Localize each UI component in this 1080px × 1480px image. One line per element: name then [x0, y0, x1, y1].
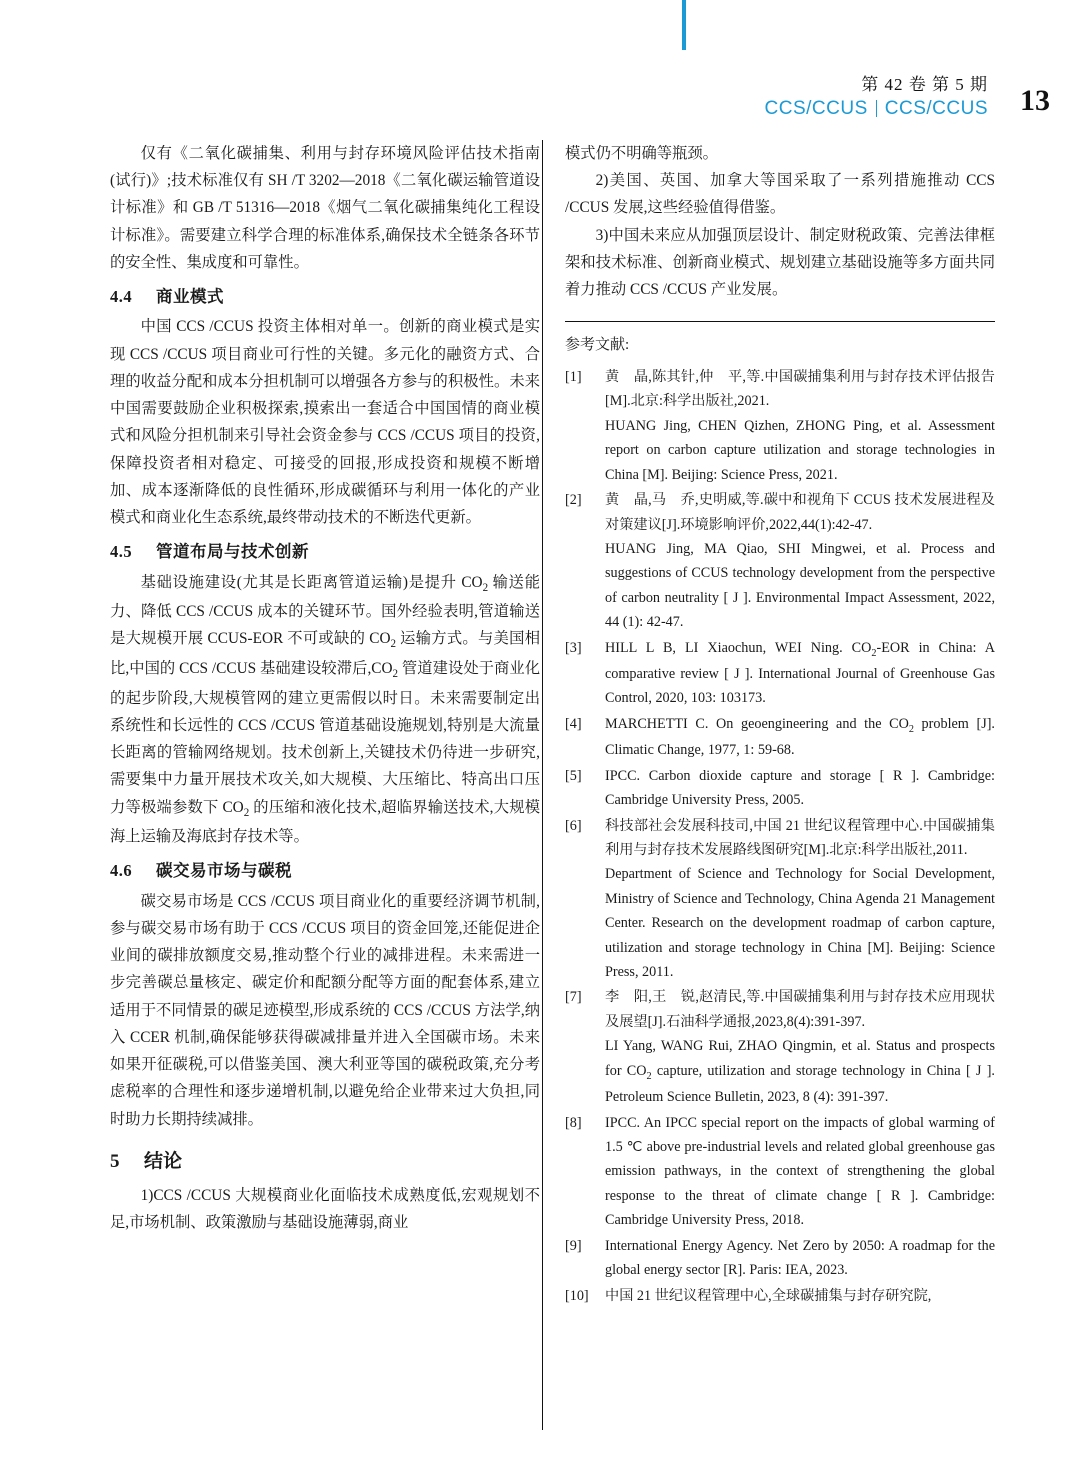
- reference-text-en: HILL L B, LI Xiaochun, WEI Ning. $CO_2$-EOR in China: A comparative review [ J ]. International Journal of Greenhouse Gas Control, 2020, 103: 103173.: [605, 639, 995, 707]
- reference-text-en: International Energy Agency. Net Zero by 2050: A roadmap for the global energy sector [R]. Paris: IEA, 2023.: [605, 1237, 995, 1279]
- section-number: 4.4: [110, 287, 133, 307]
- left-column: [110, 140, 540, 1236]
- paragraph: 仅有《二氧化碳捕集、利用与封存环境风险评估技术指南(试行)》;技术标准仅有 SH /T 3202—2018《二氧化碳运输管道设计标准》和 GB /T 51316—2018《烟气二氧化碳捕集纯化工程设计标准》。需要建立科学合理的标准体系,确保技术全链条各环节的安全性、集成度和可靠性。: [110, 145, 540, 271]
- page-number: 13: [1020, 84, 1050, 117]
- reference-label: [1]: [565, 369, 582, 385]
- reference-text-zh: 黄 晶,陈其针,仲 平,等.中国碳捕集利用与封存技术评估报告[M].北京:科学出版社,2021.: [605, 369, 995, 410]
- reference-label: [2]: [565, 492, 582, 509]
- reference-item: [565, 1111, 995, 1233]
- paragraph: 2)美国、英国、加拿大等国采取了一系列措施推动 CCS /CCUS 发展,这些经验值得借鉴。: [565, 172, 995, 217]
- paragraph: 基础设施建设(尤其是长距离管道运输)是提升 $CO_2$ 输送能力、降低 CCS /CCUS 成本的关键环节。国外经验表明,管道输送是大规模开展 CCUS-EOR 不可或缺的 $CO_2$ 运输方式。与美国相比,中国的 CCS /CCUS 基础建设较滞后$,CO_2$ 管道建设处于商业化的起步阶段,大规模管网的建立更需假以时日。未来需要制定出系统性和长远性的 CCS /CCUS 管道基础设施规划,特别是大流量长距离的管输网络规划。技术创新上,关键技术仍待进一步研究,需要集中力量开展技术攻关,如大规模、大压缩比、特高出口压力等极端参数下 $CO_2$ 的压缩和液化技术,超临界输送技术,大规模海上运输及海底封存技术等。: [110, 573, 541, 846]
- journal-name: [765, 98, 988, 120]
- reference-item: [565, 636, 995, 711]
- right-column: [565, 140, 995, 1309]
- journal-name-separator: [876, 100, 877, 117]
- header-accent-bar: [682, 0, 686, 50]
- section-heading-4-5: [110, 537, 540, 566]
- reference-label: [5]: [565, 767, 582, 784]
- paragraph: 中国 CCS /CCUS 投资主体相对单一。创新的商业模式是实现 CCS /CCUS 项目商业可行性的关键。多元化的融资方式、合理的收益分配和成本分担机制可以增强各方参与的积极性。未来中国需要鼓励企业积极探索,摸索出一套适合中国国情的商业模式和风险分担机制来引导社会资金参与 CCS /CCUS 项目的投资,保障投资者相对稳定、可接受的回报,形成投资和规模不断增加、成本逐渐降低的良性循环,形成碳循环与利用一体化的产业模式和商业化生态系统,最终带动技术的不断迭代更新。: [110, 318, 540, 526]
- reference-label: [9]: [565, 1237, 582, 1254]
- section-number: 4.6: [110, 861, 133, 881]
- paragraph: 1)CCS /CCUS 大规模商业化面临技术成熟度低,宏观规划不足,市场机制、政策激励与基础设施薄弱,商业: [110, 1186, 540, 1231]
- reference-text-zh: 李 阳,王 锐,赵清民,等.中国碳捕集利用与封存技术应用现状及展望[J].石油科学通报,2023,8(4):391-397.: [605, 989, 995, 1030]
- references-rule: [565, 321, 995, 322]
- reference-text-zh: 黄 晶,马 乔,史明威,等.碳中和视角下 CCUS 技术发展进程及对策建议[J].环境影响评价,2022,44(1):42-47.: [605, 492, 995, 533]
- reference-text-en: MARCHETTI C. On geoengineering and the $CO_2$ problem [J]. Climatic Change, 1977, 1: 59-68.: [605, 715, 995, 759]
- reference-text-en: IPCC. An IPCC special report on the impacts of global warming of 1.5 ℃ above pre-industrial levels and related global greenhouse gas emission pathways, in the context of strengthening the global response to the threat of climate change [ R ]. Cambridge: Cambridge University Press, 2018.: [605, 1114, 995, 1229]
- journal-name-right: CCS/CCUS: [884, 98, 988, 119]
- section-heading-5: [110, 1145, 540, 1179]
- reference-text-zh: 科技部社会发展科技司,中国 21 世纪议程管理中心.中国碳捕集利用与封存技术发展路线图研究[M].北京:科学出版社,2011.: [605, 817, 995, 858]
- section-title: 商业模式: [156, 287, 224, 307]
- page-header: [0, 0, 1080, 130]
- column-divider: [542, 140, 543, 1430]
- reference-item: [565, 1284, 995, 1308]
- reference-item: [565, 488, 995, 635]
- references-heading: 参考文献:: [565, 337, 630, 354]
- paragraph: 3)中国未来应从加强顶层设计、制定财税政策、完善法律框架和技术标准、创新商业模式、规划建立基础设施等多方面共同着力推动 CCS /CCUS 产业发展。: [565, 226, 995, 299]
- journal-name-left: CCS/CCUS: [764, 98, 868, 119]
- section-title: 管道布局与技术创新: [156, 542, 309, 562]
- section-title: 碳交易市场与碳税: [156, 861, 292, 881]
- section-number: 5: [110, 1150, 120, 1172]
- reference-item: [565, 985, 995, 1109]
- section-title: 结论: [144, 1150, 183, 1172]
- paragraph: 模式仍不明确等瓶颈。: [565, 145, 718, 162]
- reference-item: [565, 814, 995, 985]
- reference-label: [8]: [565, 1114, 582, 1131]
- reference-item: [565, 712, 995, 763]
- section-heading-4-4: [110, 282, 540, 311]
- reference-text-en: LI Yang, WANG Rui, ZHAO Qingmin, et al. Status and prospects for $CO_2$ capture, utilization and storage technology in China [ J ]. Petroleum Science Bulletin, 2023, 8 (4): 391-397.: [605, 1038, 995, 1106]
- volume-issue: 第 42 卷 第 5 期: [861, 75, 988, 94]
- reference-item: [565, 764, 995, 813]
- reference-text-en: HUANG Jing, CHEN Qizhen, ZHONG Ping, et al. Assessment report on carbon capture utilization and storage technologies in China [M]. Beijing: Science Press, 2021.: [605, 417, 995, 483]
- reference-text-en: IPCC. Carbon dioxide capture and storage [ R ]. Cambridge: Cambridge University Press, 2005.: [605, 767, 995, 809]
- reference-label: [6]: [565, 817, 582, 834]
- reference-text-en: HUANG Jing, MA Qiao, SHI Mingwei, et al. Process and suggestions of CCUS technology development from the perspective of carbon neutrality [ J ]. Environmental Impact Assessment, 2022, 44 (1): 42-47.: [605, 540, 995, 631]
- reference-list: [565, 365, 995, 1308]
- reference-item: [565, 365, 995, 487]
- reference-label: [7]: [565, 989, 582, 1006]
- reference-text-en: Department of Science and Technology for Social Development, Ministry of Science and Technology, China Agenda 21 Management Center. Research on the development roadmap of carbon capture, utilization and storage technology in China [M]. Beijing: Science Press, 2011.: [605, 866, 995, 981]
- section-number: 4.5: [110, 542, 133, 562]
- reference-item: [565, 1234, 995, 1283]
- reference-label: [3]: [565, 639, 582, 656]
- paragraph: 碳交易市场是 CCS /CCUS 项目商业化的重要经济调节机制,参与碳交易市场有助于 CCS /CCUS 项目的资金回笼,还能促进企业间的碳排放额度交易,推动整个行业的减排进程。未来需进一步完善碳总量核定、碳定价和配额分配等方面的配套体系,建立适用于不同情景的碳足迹模型,形成系统的 CCS /CCUS 方法学,纳入 CCER 机制,确保能够获得碳减排量并进入全国碳市场。未来如果开征碳税,可以借鉴美国、澳大利亚等国的碳税政策,充分考虑税率的合理性和逐步递增机制,以避免给企业带来过大负担,同时助力长期持续减排。: [110, 892, 540, 1128]
- section-heading-4-6: [110, 856, 540, 885]
- reference-label: [10]: [565, 1287, 589, 1304]
- reference-text-zh: 中国 21 世纪议程管理中心,全球碳捕集与封存研究院,: [605, 1287, 932, 1304]
- reference-label: [4]: [565, 715, 582, 732]
